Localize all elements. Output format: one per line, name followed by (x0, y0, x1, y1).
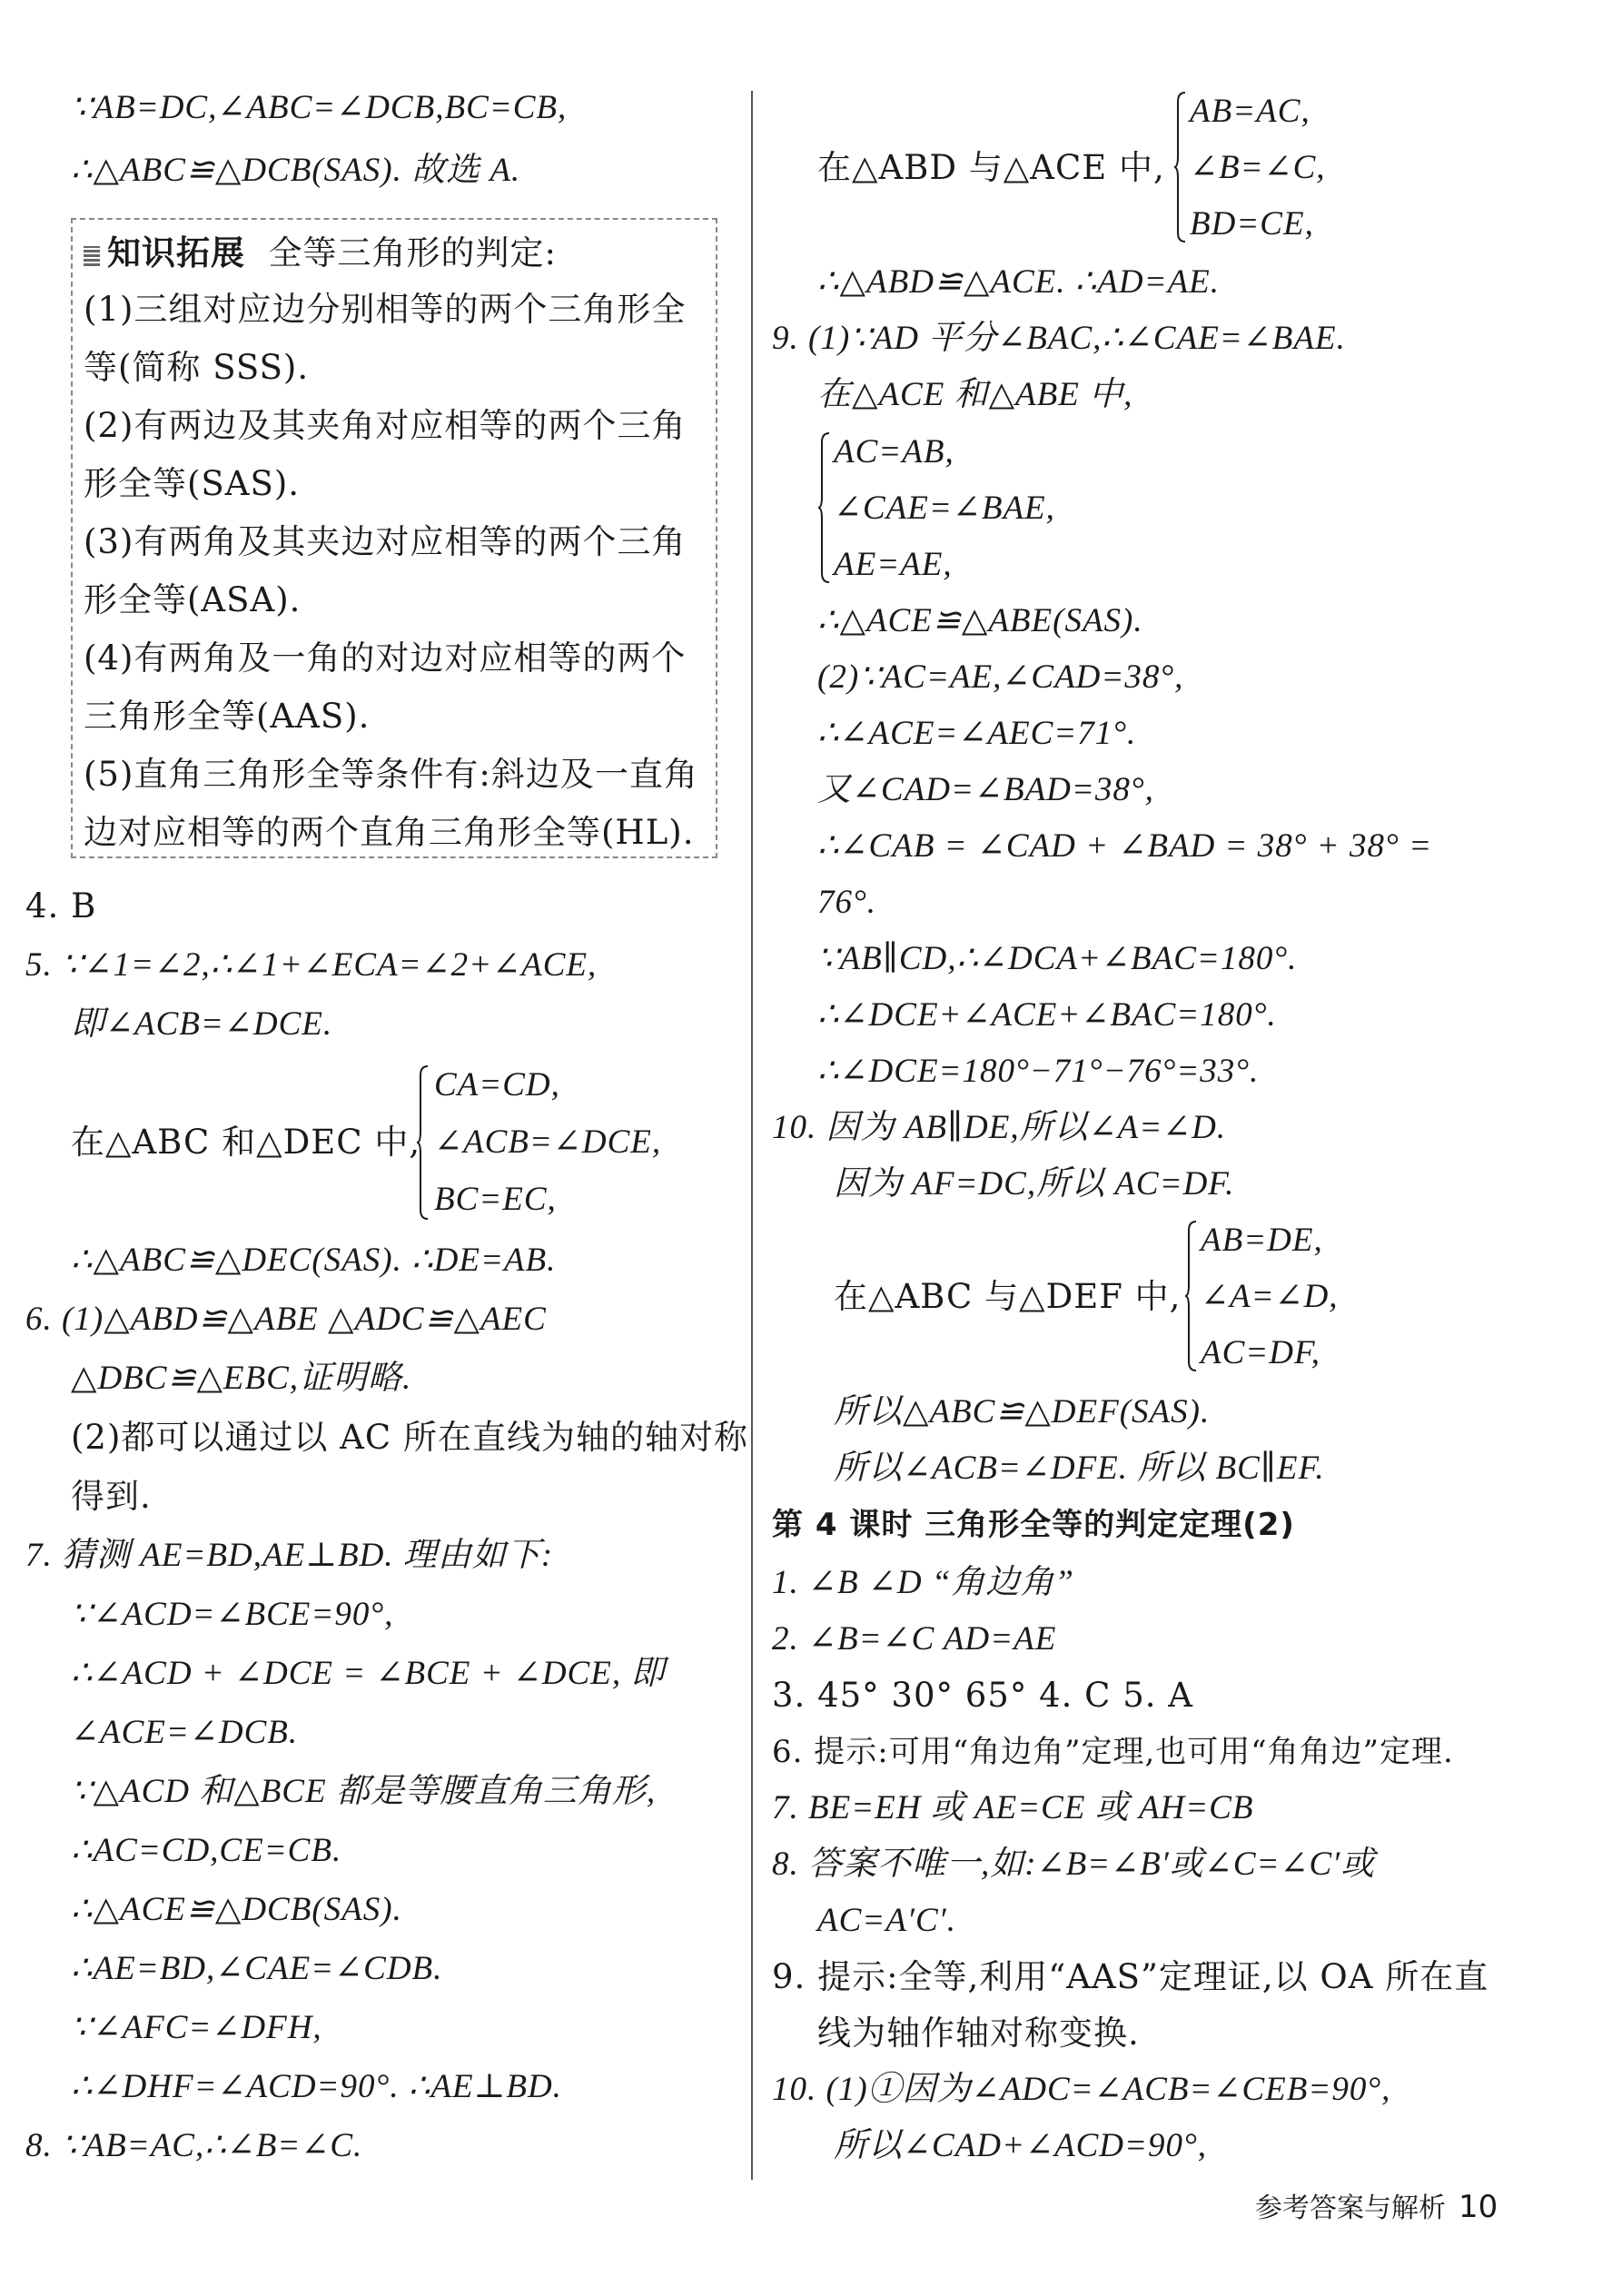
knowledge-line: (1)三组对应边分别相等的两个三角形全 (84, 290, 687, 329)
brace-icon (817, 431, 830, 584)
knowledge-line: (4)有两角及一角的对边对应相等的两个 (84, 638, 687, 678)
answer-4: 4. B (25, 886, 97, 925)
text-line: ∴△ACE≌△ABE(SAS). (817, 602, 1143, 639)
answer-8: 8. ∵AB=AC,∴∠B=∠C. (25, 2127, 363, 2164)
system-item: AC=DF, (1201, 1334, 1321, 1371)
answer-7: 7. 猜测 AE=BD,AE⊥BD. 理由如下: (25, 1537, 554, 1574)
knowledge-line: 三角形全等(AAS). (84, 697, 371, 736)
text-line: 得到. (71, 1477, 152, 1516)
text-line: ∴∠DCE=180°−71°−76°=33°. (817, 1053, 1260, 1090)
system-lead: 在△ABC 与△DEF 中, (834, 1277, 1182, 1316)
system-item: BD=CE, (1190, 205, 1314, 242)
lesson-title: 第 4 课时 三角形全等的判定定理(2) (772, 1507, 1295, 1543)
lesson-answer-9: 9. 提示:全等,利用“AAS”定理证,以 OA 所在直 (772, 1957, 1489, 1996)
knowledge-line: 边对应相等的两个直角三角形全等(HL). (84, 813, 695, 852)
system-item: ∠ACB=∠DCE, (434, 1123, 662, 1161)
text-line: ∴AC=CD,CE=CB. (71, 1832, 342, 1869)
answer-6: 6. (1)△ABD≌△ABE △ADC≌△AEC (25, 1301, 547, 1338)
knowledge-box-subtitle: 全等三角形的判定: (268, 233, 557, 272)
answer-10: 10. 因为 AB∥DE,所以∠A=∠D. (772, 1109, 1227, 1146)
text-line: ∴△ABC≌△DCB(SAS). 故选 A. (71, 152, 521, 189)
system-item: AB=DE, (1201, 1222, 1323, 1259)
brace-icon (1184, 1220, 1197, 1372)
text-line: ∵∠AFC=∠DFH, (71, 2009, 322, 2046)
system-item: AC=AB, (834, 433, 954, 470)
text-line: 因为 AF=DC,所以 AC=DF. (834, 1165, 1235, 1202)
system-item: AE=AE, (834, 546, 953, 583)
lesson-answer-10: 10. (1)①因为∠ADC=∠ACB=∠CEB=90°, (772, 2071, 1391, 2108)
lesson-answer-1: 1. ∠B ∠D “角边角” (772, 1564, 1074, 1601)
column-divider (751, 91, 753, 2180)
text-line: ∴∠DCE+∠ACE+∠BAC=180°. (817, 996, 1277, 1034)
system-lead: 在△ABD 与△ACE 中, (817, 148, 1165, 187)
text-line: ∵AB=DC,∠ABC=∠DCB,BC=CB, (71, 89, 568, 126)
system-item: ∠A=∠D, (1201, 1278, 1339, 1315)
answer-9: 9. (1)∵AD 平分∠BAC,∴∠CAE=∠BAE. (772, 320, 1346, 357)
text-line: ∵AB∥CD,∴∠DCA+∠BAC=180°. (817, 940, 1298, 977)
system-item: ∠CAE=∠BAE, (834, 490, 1055, 527)
lesson-answer-6: 6. 提示:可用“角边角”定理,也可用“角角边”定理. (772, 1734, 1454, 1770)
text-line: 所以△ABC≌△DEF(SAS). (834, 1393, 1211, 1430)
text-line: ∴∠DHF=∠ACD=90°. ∴AE⊥BD. (71, 2068, 562, 2105)
system-lead: 在△ABC 和△DEC 中, (71, 1123, 421, 1162)
text-line: 即∠ACB=∠DCE. (71, 1005, 333, 1043)
system-item: BC=EC, (434, 1181, 557, 1218)
text-line: 线为轴作轴对称变换. (817, 2014, 1140, 2053)
brace-icon (1173, 91, 1186, 243)
text-line: ∴∠ACE=∠AEC=71°. (817, 715, 1137, 752)
text-line: ∴∠CAB = ∠CAD + ∠BAD = 38° + 38° = (817, 827, 1433, 865)
text-line: ∴△ABC≌△DEC(SAS). ∴DE=AB. (71, 1242, 557, 1279)
list-marker-icon (84, 246, 100, 266)
text-line: ∴∠ACD + ∠DCE = ∠BCE + ∠DCE, 即 (71, 1655, 666, 1692)
text-line: ∠ACE=∠DCB. (71, 1714, 299, 1751)
text-line: 在△ACE 和△ABE 中, (817, 376, 1133, 413)
text-line: 所以∠CAD+∠ACD=90°, (834, 2127, 1207, 2164)
text-line: AC=A′C′. (817, 1902, 956, 1939)
lesson-answer-2: 2. ∠B=∠C AD=AE (772, 1620, 1057, 1658)
text-line: ∴AE=BD,∠CAE=∠CDB. (71, 1950, 443, 1987)
text-line: ∴△ABD≌△ACE. ∴AD=AE. (817, 263, 1221, 301)
lesson-answer-8: 8. 答案不唯一,如:∠B=∠B′或∠C=∠C′或 (772, 1846, 1376, 1883)
page-footer (1255, 2189, 1498, 2227)
knowledge-box-title: 知识拓展 全等三角形的判定: (84, 233, 557, 274)
text-line: 所以∠ACB=∠DFE. 所以 BC∥EF. (834, 1450, 1325, 1487)
answer-5: 5. ∵∠1=∠2,∴∠1+∠ECA=∠2+∠ACE, (25, 946, 598, 984)
text-line: (2)都可以通过以 AC 所在直线为轴的轴对称 (71, 1418, 748, 1457)
text-line: ∴△ACE≌△DCB(SAS). (71, 1891, 402, 1928)
page-number: 10 (1459, 2189, 1498, 2225)
text-line: (2)∵AC=AE,∠CAD=38°, (817, 658, 1184, 696)
text-line: 又∠CAD=∠BAD=38°, (817, 771, 1154, 808)
footer-label: 参考答案与解析 (1255, 2192, 1446, 2224)
knowledge-line: (2)有两边及其夹角对应相等的两个三角 (84, 406, 687, 445)
knowledge-line: (5)直角三角形全等条件有:斜边及一直角 (84, 755, 698, 794)
text-line: ∵△ACD 和△BCE 都是等腰直角三角形, (71, 1773, 657, 1810)
knowledge-line: 形全等(ASA). (84, 580, 302, 619)
knowledge-line: 形全等(SAS). (84, 464, 301, 503)
text-line: △DBC≌△EBC,证明略. (71, 1360, 412, 1397)
system-item: ∠B=∠C, (1190, 149, 1326, 186)
knowledge-line: 等(简称 SSS). (84, 348, 310, 387)
system-item: AB=AC, (1190, 93, 1310, 130)
text-line: 76°. (817, 884, 877, 921)
system-item: CA=CD, (434, 1066, 560, 1103)
lesson-answer-3: 3. 45° 30° 65° 4. C 5. A (772, 1676, 1194, 1715)
text-line: ∵∠ACD=∠BCE=90°, (71, 1596, 394, 1633)
knowledge-line: (3)有两角及其夹边对应相等的两个三角 (84, 522, 687, 561)
brace-icon (416, 1064, 429, 1221)
lesson-answer-7: 7. BE=EH 或 AE=CE 或 AH=CB (772, 1789, 1254, 1826)
